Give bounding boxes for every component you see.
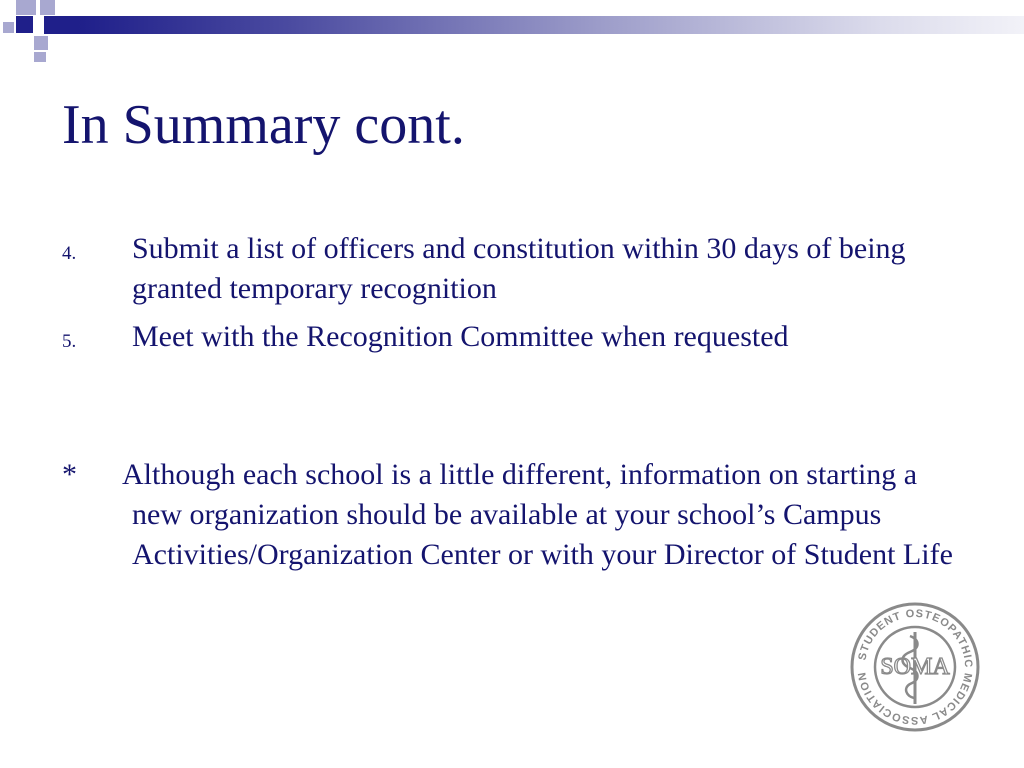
seal-center-text: SOMA [880,654,950,680]
list-item-text: Submit a list of officers and constitution within 30 days of being granted temporary recognition [132,232,906,305]
list-item-number: 5. [62,331,77,352]
list-item-text: Meet with the Recognition Committee when requested [132,320,789,353]
soma-seal-logo [848,600,982,734]
list-item-number: 4. [62,243,77,264]
note-text: Although each school is a little different, information on starting a new organization should be available at your school’s Campus Activities/Organization Center or with your Director of Student Life [122,458,953,571]
note-marker: * [62,458,77,491]
seal-ring-text: STUDENT OSTEOPATHIC MEDICAL ASSOCIATION [856,607,975,727]
slide-title: In Summary cont. [62,94,465,156]
corner-squares-decoration [0,0,80,64]
header-gradient-bar [78,16,1024,34]
